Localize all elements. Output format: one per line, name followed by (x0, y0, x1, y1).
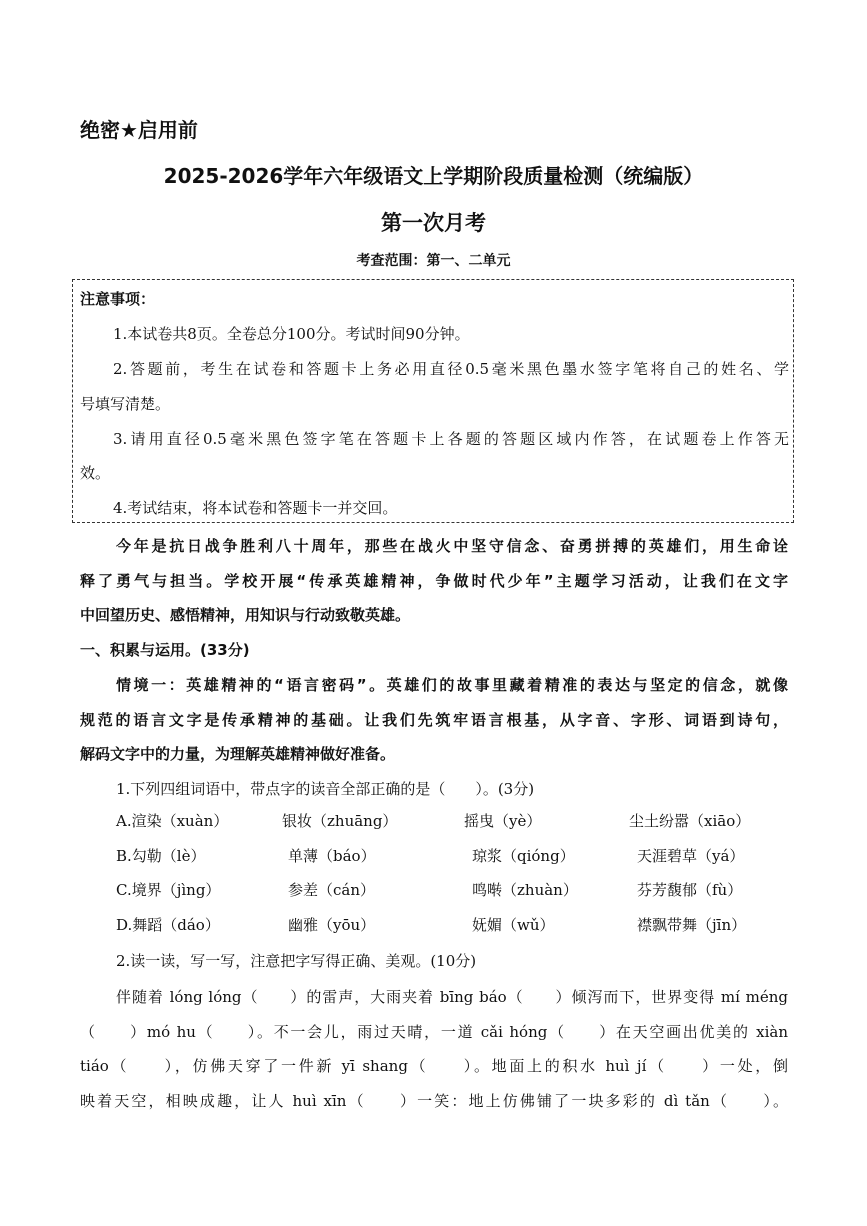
notice-item: 4.考试结束，将本试卷和答题卡一并交回。 (113, 499, 398, 517)
section-heading: 一、积累与运用。(33分) (80, 641, 250, 659)
notice-item: 1.本试卷共8页。全卷总分100分。考试时间90分钟。 (113, 325, 470, 343)
q2-text-line: （ ）mó hu（ ）。不一会儿，雨过天晴，一道 cǎi hóng（ ）在天空画出优美的 xiàn (80, 1023, 788, 1041)
question-1-stem: 1.下列四组词语中，带点字的读音全部正确的是（ ）。(3分) (116, 780, 535, 798)
q1-option-b2: 单薄（báo） (288, 847, 376, 865)
context-paragraph: 规范的语言文字是传承精神的基础。让我们先筑牢语言根基，从字音、字形、词语到诗句， (80, 711, 788, 729)
q1-option-c1: C.境界（jìng） (116, 881, 221, 899)
notice-item: 3.请用直径0.5毫米黑色签字笔在答题卡上各题的答题区域内作答，在试题卷上作答无 (113, 430, 789, 448)
q2-text-line: 映着天空，相映成趣，让人 huì xīn（ ）一笑：地上仿佛铺了一块多彩的 dì tǎn（ ）。 (80, 1092, 788, 1110)
q1-option-c4: 芬芳馥郁（fù） (637, 881, 743, 899)
intro-paragraph: 释了勇气与担当。学校开展“传承英雄精神，争做时代少年”主题学习活动，让我们在文字 (80, 572, 788, 590)
q1-option-b3: 琼浆（qióng） (472, 847, 575, 865)
q1-option-d2: 幽雅（yōu） (288, 916, 376, 934)
context-paragraph: 情境一：英雄精神的“语言密码”。英雄们的故事里藏着精准的表达与坚定的信念，就像 (116, 676, 788, 694)
notice-item: 2.答题前，考生在试卷和答题卡上务必用直径0.5毫米黑色墨水签字笔将自己的姓名、学 (113, 360, 789, 378)
notice-heading: 注意事项： (80, 290, 156, 308)
q1-option-a4: 尘土纷嚣（xiāo） (629, 812, 751, 830)
exam-subtitle: 第一次月考 (381, 211, 486, 235)
q1-option-a1: A.渲染（xuàn） (116, 812, 229, 830)
q1-option-b4: 天涯碧草（yá） (637, 847, 745, 865)
q2-text-line: 伴随着 lóng lóng（ ）的雷声，大雨夹着 bīng báo（ ）倾泻而下，世界变得 mí méng (116, 988, 788, 1006)
context-paragraph: 解码文字中的力量，为理解英雄精神做好准备。 (80, 745, 396, 763)
notice-item: 号填写清楚。 (80, 395, 171, 413)
q1-option-d1: D.舞蹈（dáo） (116, 916, 220, 934)
q1-option-a2: 银妆（zhuāng） (282, 812, 398, 830)
q1-option-c3: 鸣啭（zhuàn） (472, 881, 578, 899)
q1-option-c2: 参差（cán） (288, 881, 376, 899)
notice-box (72, 279, 794, 523)
notice-item: 效。 (80, 464, 111, 482)
intro-paragraph: 中回望历史、感悟精神，用知识与行动致敬英雄。 (80, 606, 411, 624)
q1-option-b1: B.勾勒（lè） (116, 847, 206, 865)
intro-paragraph: 今年是抗日战争胜利八十周年，那些在战火中坚守信念、奋勇拼搏的英雄们，用生命诠 (116, 537, 788, 555)
exam-scope: 考查范围：第一、二单元 (356, 253, 511, 269)
q2-text-line: tiáo（ ），仿佛天穿了一件新 yī shang（ ）。地面上的积水 huì jí（ ）一处，倒 (80, 1057, 788, 1075)
confidential-label: 绝密★启用前 (80, 118, 198, 142)
question-2-stem: 2.读一读，写一写，注意把字写得正确、美观。(10分) (116, 952, 477, 970)
q1-option-d4: 襟飘带舞（jīn） (637, 916, 747, 934)
q1-option-a3: 摇曳（yè） (464, 812, 542, 830)
exam-title: 2025-2026学年六年级语文上学期阶段质量检测（统编版） (163, 164, 704, 188)
q1-option-d3: 妩媚（wǔ） (472, 916, 555, 934)
